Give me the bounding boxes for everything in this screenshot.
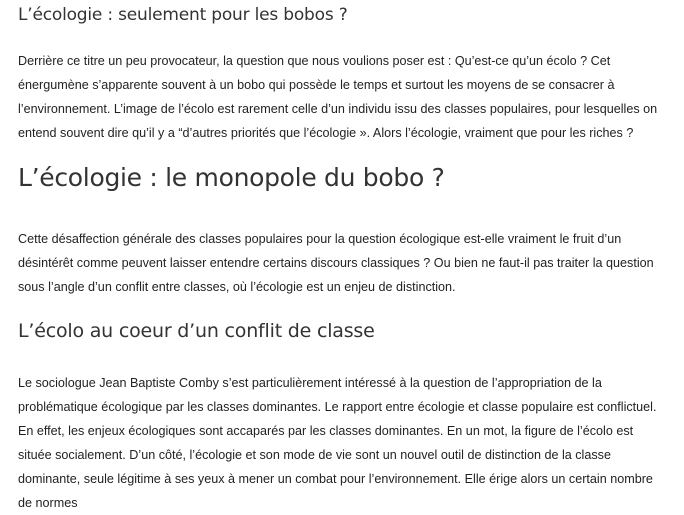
section-heading-main: L’écologie : le monopole du bobo ? — [18, 163, 445, 192]
paragraph-conflict: Le sociologue Jean Baptiste Comby s’est particulièrement intéressé à la question de l’appropriation de la problématique écologique par les classes dominantes. Le rapport entre écologie et classe populaire est conflictuel. En effet, les enjeux écologiques sont accaparés par les classes dominantes. En un mot, la figure de l’écolo est située socialement. D’un côté, l’écologie et son mode de vie sont un nouvel outil de distinction de la classe dominante, seule légitime à ses yeux à mener un combat pour l’environnement. Elle érige alors un certain nombre de normes — [18, 376, 657, 510]
paragraph-intro: Derrière ce titre un peu provocateur, la question que nous voulions poser est : Qu’est-ce qu’un écolo ? Cet énergumène s’apparente souvent à un bobo qui possède le temps et surtout les moyens de se consacrer à l’environnement. L’image de l’écolo est rarement celle d’un individu issu des classes populaires, pour lesquelles on entend souvent dire qu’il y a “d’autres priorités que l’écologie ». Alors l’écologie, vraiment que pour les riches ? — [18, 54, 658, 140]
section-heading-intro: L’écologie : seulement pour les bobos ? — [18, 5, 348, 25]
paragraph-main: Cette désaffection générale des classes populaires pour la question écologique est-elle vraiment le fruit d’un désintérêt comme peuvent laisser entendre certains discours classiques ? Ou bien ne faut-il pas traiter la question sous l’angle d’un conflit entre classes, où l’écologie est un enjeu de distinction. — [18, 232, 654, 294]
section-heading-conflict: L’écolo au coeur d’un conflit de classe — [18, 320, 375, 342]
